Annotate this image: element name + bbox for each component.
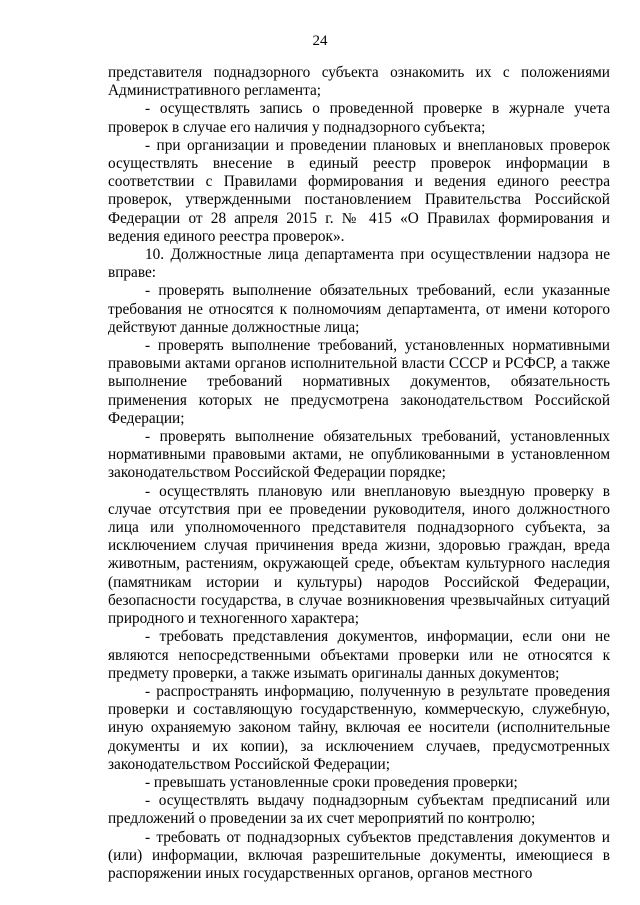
paragraph-document-requests: - требовать представления документов, информации, если они не являются непосредственными объектами проверки или не относятся к предмету проверки, а также изымать оригиналы данных документов;: [108, 628, 610, 682]
page-number: 24: [312, 33, 328, 49]
paragraph-unified-registry: - при организации и проведении плановых и внеплановых проверок осуществлять внесение в единый реестр проверок информации в соответствии с Правилами формирования и ведения единого реестра проверок, утвержденными постановлением Правительства Российской Федерации от 28 апреля 2015 г. № 415 «О Правилах формирования и ведения единого реестра проверок».: [108, 136, 610, 245]
paragraph-inspection-journal: - осуществлять запись о проведенной проверке в журнале учета проверок в случае его наличия у поднадзорного субъекта;: [108, 100, 610, 136]
paragraph-prescriptions: - осуществлять выдачу поднадзорным субъектам предписаний или предложений о проведении за их счет мероприятий по контролю;: [108, 792, 610, 828]
paragraph-ussr-rsfsr-acts: - проверять выполнение требований, установленных нормативными правовыми актами органов исполнительной власти СССР и РСФСР, а также выполнение требований нормативных документов, обязательность применения которых не предусмотрена законодательством Российской Федерации;: [108, 337, 610, 427]
paragraph-permit-documents: - требовать от поднадзорных субъектов представления документов и (или) информации, включая разрешительные документы, имеющиеся в распоряжении иных государственных органов, органов местного: [108, 828, 610, 882]
paragraph-confidential-information: - распространять информацию, полученную в результате проведения проверки и составляющую государственную, коммерческую, служебную, иную охраняемую законом тайну, включая ее носители (исполнительные документы и их копии), за исключением случаев, предусмотренных законодательством Российской Федерации;: [108, 682, 610, 773]
paragraph-item-10-heading: 10. Должностные лица департамента при осуществлении надзора не вправе:: [108, 246, 610, 282]
paragraph-unpublished-acts: - проверять выполнение обязательных требований, установленных нормативными правовыми актами, не опубликованными в установленном законодательством Российской Федерации порядке;: [108, 428, 610, 482]
paragraph-out-of-scope-requirements: - проверять выполнение обязательных требований, если указанные требования не относятся к полномочиям департамента, от имени которого действуют данные должностные лица;: [108, 282, 610, 336]
paragraph-representative-regulation: представителя поднадзорного субъекта ознакомить их с положениями Административного регламента;: [108, 64, 610, 100]
paragraph-absence-of-head: - осуществлять плановую или внеплановую выездную проверку в случае отсутствия при ее проведении руководителя, иного должностного лица или уполномоченного представителя поднадзорного субъекта, за исключением случая причинения вреда жизни, здоровью граждан, вреда животным, растениям, окружающей среде, объектам культурного наследия (памятникам истории и культуры) народов Российской Федерации, безопасности государства, в случае возникновения чрезвычайных ситуаций природного и техногенного характера;: [108, 482, 610, 628]
paragraph-inspection-deadlines: - превышать установленные сроки проведения проверки;: [145, 773, 518, 791]
document-body: [108, 64, 610, 883]
